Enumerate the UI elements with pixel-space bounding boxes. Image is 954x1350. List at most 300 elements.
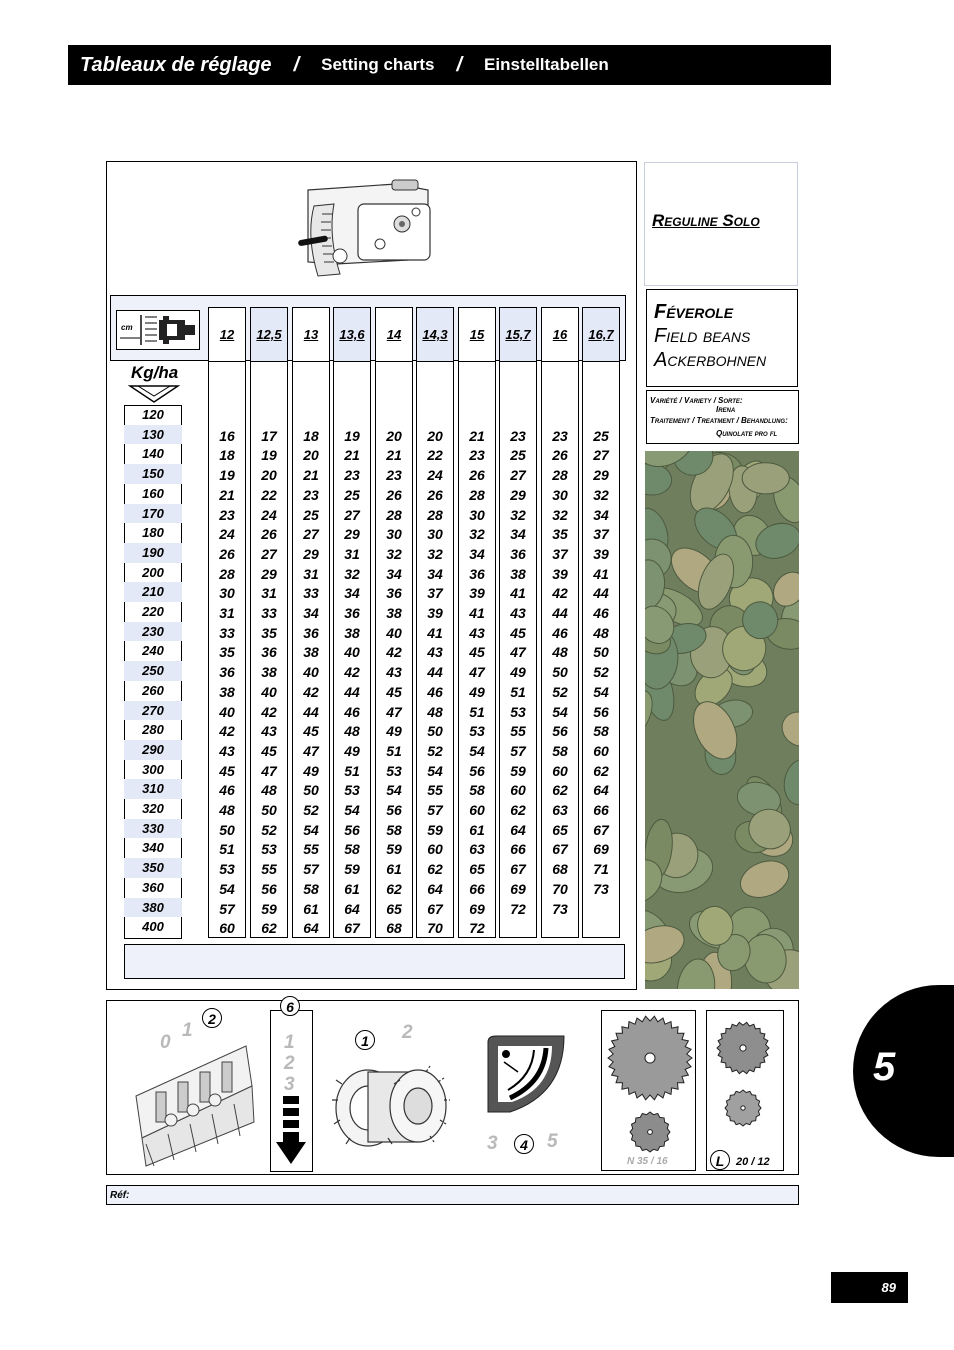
gear-ratio-label: 20 / 12 [736,1156,770,1168]
gear-hub [645,1053,655,1063]
kg-ha-value: 310 [124,779,182,799]
rate-cell: 56 [386,802,402,818]
rate-cell: 31 [303,565,319,582]
rate-column-header: 13,6 [334,308,370,362]
title-fr: Tableaux de réglage [80,53,272,76]
rate-cell: 73 [552,900,568,917]
rate-cell: 64 [427,880,443,897]
rate-cell: 61 [469,821,485,838]
rate-cell: 27 [344,506,360,523]
rate-cell: 68 [386,920,402,937]
rate-column [375,307,413,938]
kg-ha-value: 190 [124,543,182,563]
rate-cell: 65 [469,861,485,878]
gear-set-badge: L [710,1150,730,1170]
treatment-label: Traitement / Treatment / Behandlung: [650,416,788,425]
rate-cell: 64 [593,782,609,799]
rate-cell: 41 [593,565,609,582]
rate-cell: 61 [386,861,402,878]
rate-cell: 60 [469,802,485,818]
rate-cell: 40 [386,624,402,641]
rate-cell: 38 [219,683,235,700]
step-badge: 6 [280,996,300,1016]
rate-cell: 28 [469,486,485,503]
rate-cell: 67 [344,920,360,937]
page-number: 89 [831,1272,908,1303]
rate-cell: 27 [303,526,319,543]
rate-cell: 59 [386,841,402,858]
rate-cell: 51 [344,762,360,779]
rate-cell: 60 [593,742,609,759]
metering-rotor-illustration [330,1036,454,1150]
rate-cell: 23 [552,427,568,444]
rate-column-header: 14,3 [417,308,453,362]
rate-cell: 44 [344,683,360,700]
rate-column [582,307,620,938]
kg-ha-value: 130 [124,425,182,445]
rate-cell: 26 [386,486,402,503]
kg-ha-value: 340 [142,840,164,856]
title-separator: / [456,53,463,76]
rate-cell: 45 [303,723,319,740]
rate-cell: 56 [261,880,277,897]
rate-cell: 73 [593,880,609,897]
rate-cell: 30 [552,486,568,503]
rate-cell: 25 [303,506,319,523]
rate-cell: 20 [386,427,402,444]
rate-cell: 59 [427,821,443,838]
title-de: Einstelltabellen [484,55,609,74]
rate-cell: 52 [303,802,319,818]
rate-cell: 53 [219,861,235,878]
chapter-number: 5 [873,1045,896,1089]
kg-ha-value: 230 [124,622,182,642]
crop-name-fr: Féverole [654,301,734,323]
rate-cell: 21 [344,447,360,464]
rate-cell: 17 [261,427,277,444]
rate-cell: 56 [552,723,568,740]
rate-cell: 46 [344,703,360,720]
rate-cell: 70 [427,920,443,937]
working-width-icon-box [116,310,200,350]
rate-cell: 34 [510,526,526,543]
crop-name-en: Field beans [654,325,751,347]
rate-cell: 22 [427,447,443,464]
rate-cell: 36 [469,565,485,582]
rate-cell: 49 [510,664,526,681]
rate-cell: 51 [219,841,235,858]
rate-cell: 35 [219,644,235,661]
rate-cell: 21 [303,467,319,484]
rate-cell: 32 [593,486,609,503]
rate-cell: 61 [303,900,319,917]
rate-cell: 34 [303,605,319,621]
rate-cell: 41 [427,624,443,641]
step-number-3: 3 [284,1074,295,1095]
kg-ha-value: 170 [124,504,182,524]
rate-cell: 34 [386,565,402,582]
bean [781,757,799,807]
rate-cell: 39 [469,585,485,602]
rate-cell: 54 [593,683,609,700]
kg-ha-value: 140 [142,446,164,462]
rate-column-header: 15 [459,308,495,362]
rate-cell: 43 [219,742,235,759]
rate-column [292,307,330,938]
lever-position-0: 0 [160,1032,171,1053]
rate-cell: 42 [219,723,235,740]
rate-cell: 63 [552,802,568,818]
rate-cell: 54 [427,762,443,779]
rate-cell: 37 [427,585,443,602]
rate-cell: 50 [427,723,443,740]
rate-cell: 43 [427,644,443,661]
rate-cell: 39 [552,565,568,582]
rate-column-header: 14 [376,308,412,362]
rate-cell: 67 [552,841,568,858]
rate-cell: 32 [552,506,568,523]
rate-cell: 55 [261,861,277,878]
rate-cell: 37 [593,526,609,543]
rate-cell: 62 [386,880,402,897]
step-number-1: 1 [284,1032,295,1053]
rate-cell: 49 [469,683,485,700]
rate-cell: 48 [593,624,609,641]
unit-label: Kg/ha [131,363,179,382]
rate-cell: 44 [427,664,443,681]
rate-cell: 69 [469,900,485,917]
rotor-alt-option: 2 [402,1022,413,1043]
bean [742,463,789,494]
kg-ha-value: 160 [142,485,164,501]
rate-cell: 34 [593,506,609,523]
rate-cell: 59 [510,762,526,779]
lever-position-1: 1 [182,1020,193,1041]
rate-cell: 33 [219,624,235,641]
beans-image [645,451,799,989]
bean [776,705,799,753]
rate-cell: 57 [510,742,526,759]
gauge-position-3: 3 [487,1133,498,1154]
rate-cell: 62 [510,802,526,818]
rate-cell: 24 [427,467,443,484]
rate-cell: 42 [344,664,360,681]
rate-cell: 26 [552,447,568,464]
rate-cell: 66 [510,841,526,858]
rate-cell: 19 [344,427,360,444]
gear-hub [648,1130,653,1135]
rate-cell: 54 [552,703,568,720]
rate-cell: 66 [469,880,485,897]
rate-cell: 49 [303,762,319,779]
step-number-2: 2 [284,1053,295,1074]
rate-cell: 48 [344,723,360,740]
rate-cell: 53 [386,762,402,779]
rate-cell: 40 [219,703,235,720]
rate-cell: 26 [261,526,277,543]
rate-cell: 48 [261,782,277,799]
rate-cell: 40 [303,664,319,681]
rate-cell: 19 [219,467,235,484]
kg-ha-value: 250 [124,661,182,681]
rate-cell: 62 [593,762,609,779]
rate-cell: 68 [552,861,568,878]
metering-unit-illustration [296,178,438,286]
gear-icon [602,1012,695,1157]
kg-ha-value: 260 [142,682,164,698]
rate-cell: 41 [510,585,526,602]
rate-cell: 48 [552,644,568,661]
rate-cell: 41 [469,605,485,621]
rate-cell: 18 [219,447,235,464]
rate-cell: 37 [552,545,568,562]
rate-cell: 27 [593,447,609,464]
rate-column [208,307,246,938]
rate-cell: 52 [593,664,609,681]
arrow-down-icon [274,1094,308,1168]
rate-cell: 56 [344,821,360,838]
rate-cell: 36 [510,545,526,562]
rate-cell: 36 [344,605,360,621]
rate-cell: 53 [261,841,277,858]
rate-cell: 32 [386,545,402,562]
rate-cell: 46 [593,605,609,621]
rate-cell: 26 [469,467,485,484]
crop-name-de: Ackerbohnen [654,349,767,371]
kg-ha-value: 220 [142,604,164,619]
rate-cell: 71 [593,861,609,878]
kg-ha-value: 240 [142,643,164,659]
kg-ha-value: 350 [124,858,182,878]
rate-column-header: 16,7 [583,308,619,362]
rate-cell: 55 [303,841,319,858]
rate-cell: 50 [552,664,568,681]
rate-cell: 48 [219,802,235,818]
kg-ha-value: 330 [124,819,182,839]
kg-ha-value: 380 [124,898,182,918]
rate-cell: 47 [386,703,402,720]
rate-cell: 33 [261,605,277,621]
rate-cell: 50 [593,644,609,661]
rate-cell: 46 [427,683,443,700]
rate-column [416,307,454,938]
kg-ha-value: 270 [124,701,182,721]
kg-ha-value: 210 [124,582,182,602]
rate-cell: 36 [261,644,277,661]
rate-cell: 44 [303,703,319,720]
rate-cell: 28 [427,506,443,523]
rate-cell: 29 [344,526,360,543]
rate-cell: 72 [469,920,485,937]
bean [645,462,673,497]
rate-cell: 19 [261,447,277,464]
rate-cell: 58 [386,821,402,838]
rate-cell: 24 [219,526,235,543]
rate-column-header: 12 [209,308,245,362]
rate-cell: 54 [469,742,485,759]
variety-value: Irena [716,405,736,414]
rate-cell: 43 [510,605,526,621]
rate-cell: 20 [261,467,277,484]
gearbox-levers-illustration [126,1026,258,1172]
rate-cell: 32 [344,565,360,582]
rate-column [499,307,537,938]
kg-ha-value: 180 [142,525,164,541]
rate-cell: 48 [427,703,443,720]
bean [735,854,794,904]
rate-cell: 60 [219,920,235,937]
rate-cell: 28 [219,565,235,582]
rate-cell: 45 [469,644,485,661]
rate-cell: 60 [510,782,526,799]
rate-cell: 51 [469,703,485,720]
rate-cell: 54 [303,821,319,838]
gear-hub [740,1045,746,1051]
rate-cell: 46 [219,782,235,799]
rate-cell: 29 [593,467,609,484]
rate-column-header: 12,5 [251,308,287,362]
rate-cell: 21 [469,427,485,444]
rate-cell: 64 [303,920,319,937]
rate-cell: 54 [219,880,235,897]
rate-cell: 36 [219,664,235,681]
rate-cell: 59 [344,861,360,878]
rate-cell: 28 [552,467,568,484]
rate-cell: 32 [469,526,485,543]
rate-cell: 51 [510,683,526,700]
kg-ha-value: 200 [142,564,164,580]
rate-cell: 58 [469,782,485,799]
rate-cell: 36 [303,624,319,641]
rate-cell: 50 [303,782,319,799]
rate-cell: 31 [219,605,235,621]
rate-cell: 52 [427,742,443,759]
rate-cell: 31 [261,585,277,602]
rate-cell: 58 [303,880,319,897]
notes-box [124,944,625,979]
rate-cell: 38 [303,644,319,661]
rate-cell: 66 [593,802,609,818]
rate-column [333,307,371,938]
chevron-down-icon [128,384,180,404]
rate-cell: 34 [344,585,360,602]
rate-cell: 23 [303,486,319,503]
rate-cell: 35 [552,526,568,543]
brand-name: Reguline Solo [652,211,760,230]
rate-cell: 59 [261,900,277,917]
rate-cell: 23 [219,506,235,523]
rate-cell: 72 [510,900,526,917]
rate-cell: 40 [261,683,277,700]
kg-ha-value: 120 [142,407,164,422]
rate-cell: 65 [386,900,402,917]
rate-cell: 67 [427,900,443,917]
rate-cell: 53 [469,723,485,740]
rate-cell: 25 [344,486,360,503]
rate-cell: 27 [510,467,526,484]
kg-ha-value: 360 [142,879,164,895]
rate-cell: 58 [344,841,360,858]
rate-cell: 56 [593,703,609,720]
rate-cell: 32 [510,506,526,523]
rate-cell: 62 [261,920,277,937]
rate-cell: 52 [261,821,277,838]
rate-cell: 24 [261,506,277,523]
rate-cell: 39 [593,545,609,562]
rate-cell: 60 [552,762,568,779]
rate-cell: 63 [469,841,485,858]
rate-cell: 62 [427,861,443,878]
rate-cell: 67 [593,821,609,838]
rate-cell: 38 [344,624,360,641]
rate-cell: 29 [261,565,277,582]
rate-cell: 30 [219,585,235,602]
rate-cell: 49 [344,742,360,759]
rate-cell: 38 [510,565,526,582]
rate-cell: 32 [427,545,443,562]
kg-ha-value: 290 [124,740,182,760]
rate-cell: 35 [261,624,277,641]
rate-cell: 58 [593,723,609,740]
rate-cell: 69 [593,841,609,858]
rate-cell: 64 [344,900,360,917]
rate-cell: 20 [427,427,443,444]
rate-cell: 43 [261,723,277,740]
rate-cell: 57 [219,900,235,917]
rate-cell: 34 [427,565,443,582]
rate-cell: 30 [386,526,402,543]
rate-column [250,307,288,938]
rate-cell: 42 [261,703,277,720]
rate-cell: 16 [219,427,235,444]
rate-cell: 47 [510,644,526,661]
rate-cell: 52 [552,683,568,700]
rate-cell: 67 [510,861,526,878]
rate-cell: 44 [593,585,609,602]
gear-hub [741,1106,745,1110]
field-beans-photo [645,451,799,989]
rate-cell: 55 [427,782,443,799]
rate-cell: 47 [261,762,277,779]
rate-cell: 53 [344,782,360,799]
rate-column-header: 16 [542,308,578,362]
rate-column [541,307,579,938]
gear-set-label: N 35 / 16 [627,1156,668,1167]
rate-cell: 20 [303,447,319,464]
rate-cell: 57 [303,861,319,878]
rate-cell: 42 [303,683,319,700]
kg-ha-value: 150 [124,464,182,484]
rate-cell: 23 [344,467,360,484]
rate-cell: 30 [469,506,485,523]
kg-ha-value: 320 [142,801,164,816]
rate-cell: 28 [386,506,402,523]
rate-cell: 45 [386,683,402,700]
rate-cell: 22 [261,486,277,503]
rate-cell: 64 [510,821,526,838]
rate-cell: 61 [344,880,360,897]
rate-cell: 42 [552,585,568,602]
rate-cell: 23 [510,427,526,444]
rate-cell: 70 [552,880,568,897]
rate-cell: 39 [427,605,443,621]
rate-column-header: 13 [293,308,329,362]
rate-column [458,307,496,938]
rate-cell: 54 [344,802,360,818]
reference-field: Réf: [106,1185,799,1205]
gauge-icon [484,1032,568,1114]
gauge-position-badge: 4 [514,1134,534,1154]
